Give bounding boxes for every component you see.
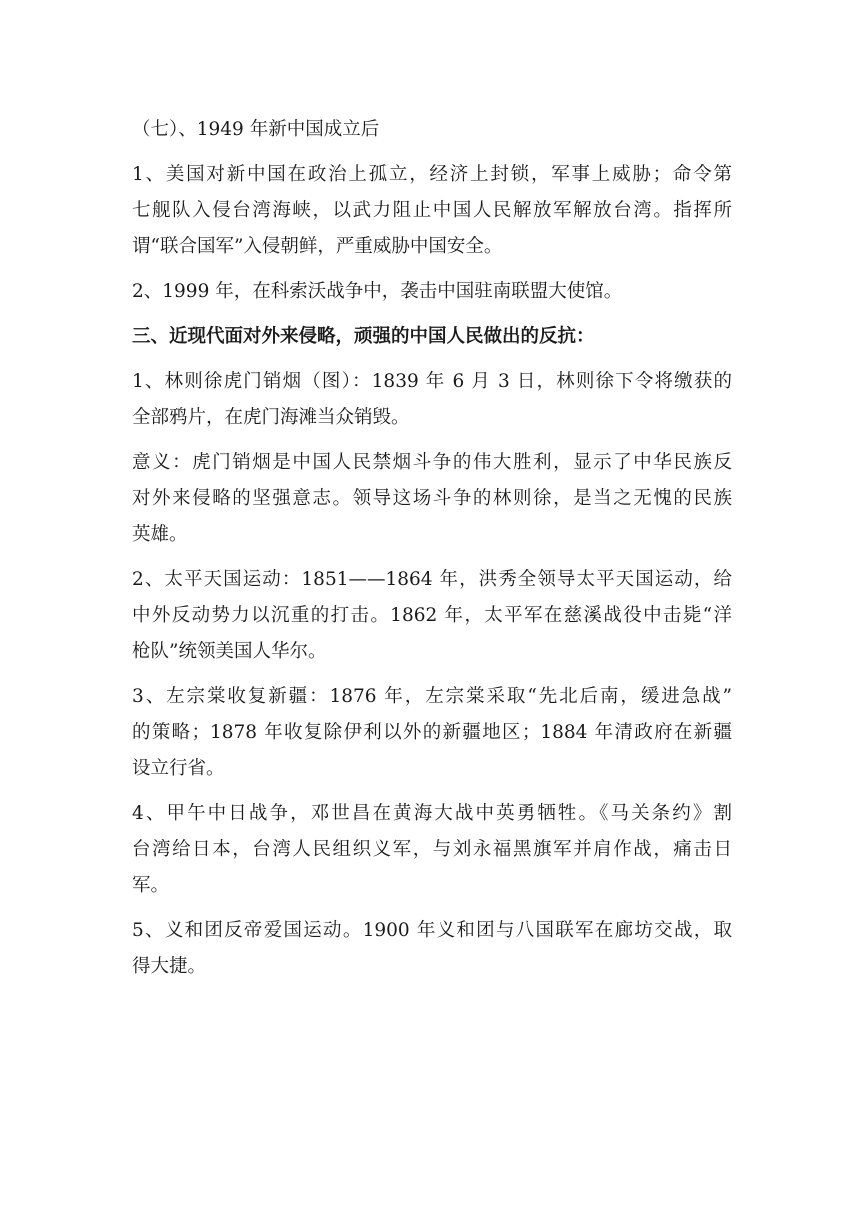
paragraph-line: 英雄。 [132,524,188,545]
paragraph-zuo-zongtang [132,679,732,787]
paragraph-line: 七舰队入侵台湾海峡，以武力阻止中国人民解放军解放台湾。指挥所 [132,200,732,221]
section-three-title: 三、近现代面对外来侵略，顽强的中国人民做出的反抗： [132,326,595,347]
paragraph-line: 枪队”统领美国人华尔。 [132,641,327,662]
paragraph-line: 1、美国对新中国在政治上孤立，经济上封锁，军事上威胁；命令第 [132,164,732,185]
paragraph-line: 台湾给日本，台湾人民组织义军，与刘永福黑旗军并肩作战，痛击日 [132,839,732,860]
paragraph-line: 1、林则徐虎门销烟（图）：1839 年 6 月 3 日，林则徐下令将缴获的 [132,371,732,392]
paragraph-line: 中外反动势力以沉重的打击。1862 年，太平军在慈溪战役中击毙“洋 [132,605,732,626]
paragraph-us-hostility [132,157,732,265]
paragraph-line: 2、太平天国运动：1851——1864 年，洪秀全领导太平天国运动，给 [132,569,732,590]
paragraph-taiping [132,562,732,670]
paragraph-line: 3、左宗棠收复新疆：1876 年，左宗棠采取“先北后南，缓进急战” [132,686,732,707]
paragraph-boxer-movement [132,913,732,985]
heading-seven: （七）、1949 年新中国成立后 [132,119,380,140]
paragraph-significance [132,445,732,553]
paragraph-embassy-bombing: 2、1999 年，在科索沃战争中，袭击中国驻南联盟大使馆。 [132,281,623,302]
paragraph-line: 全部鸦片，在虎门海滩当众销毁。 [132,407,410,428]
paragraph-line: 5、义和团反帝爱国运动。1900 年义和团与八国联军在廊坊交战，取 [132,920,732,941]
paragraph-sino-japanese-war [132,796,732,904]
paragraph-line: 设立行省。 [132,758,225,779]
paragraph-line: 得大捷。 [132,956,207,977]
paragraph-line: 的策略；1878 年收复除伊利以外的新疆地区；1884 年清政府在新疆 [132,722,732,743]
paragraph-line: 军。 [132,875,170,896]
paragraph-humen-opium [132,364,732,436]
paragraph-line: 4、甲午中日战争，邓世昌在黄海大战中英勇牺牲。《马关条约》割 [132,803,732,824]
paragraph-line: 谓“联合国军”入侵朝鲜，严重威胁中国安全。 [132,236,503,257]
paragraph-line: 意义：虎门销烟是中国人民禁烟斗争的伟大胜利，显示了中华民族反 [132,452,732,473]
document-page [132,112,732,985]
paragraph-line: 对外来侵略的坚强意志。领导这场斗争的林则徐，是当之无愧的民族 [132,488,732,509]
